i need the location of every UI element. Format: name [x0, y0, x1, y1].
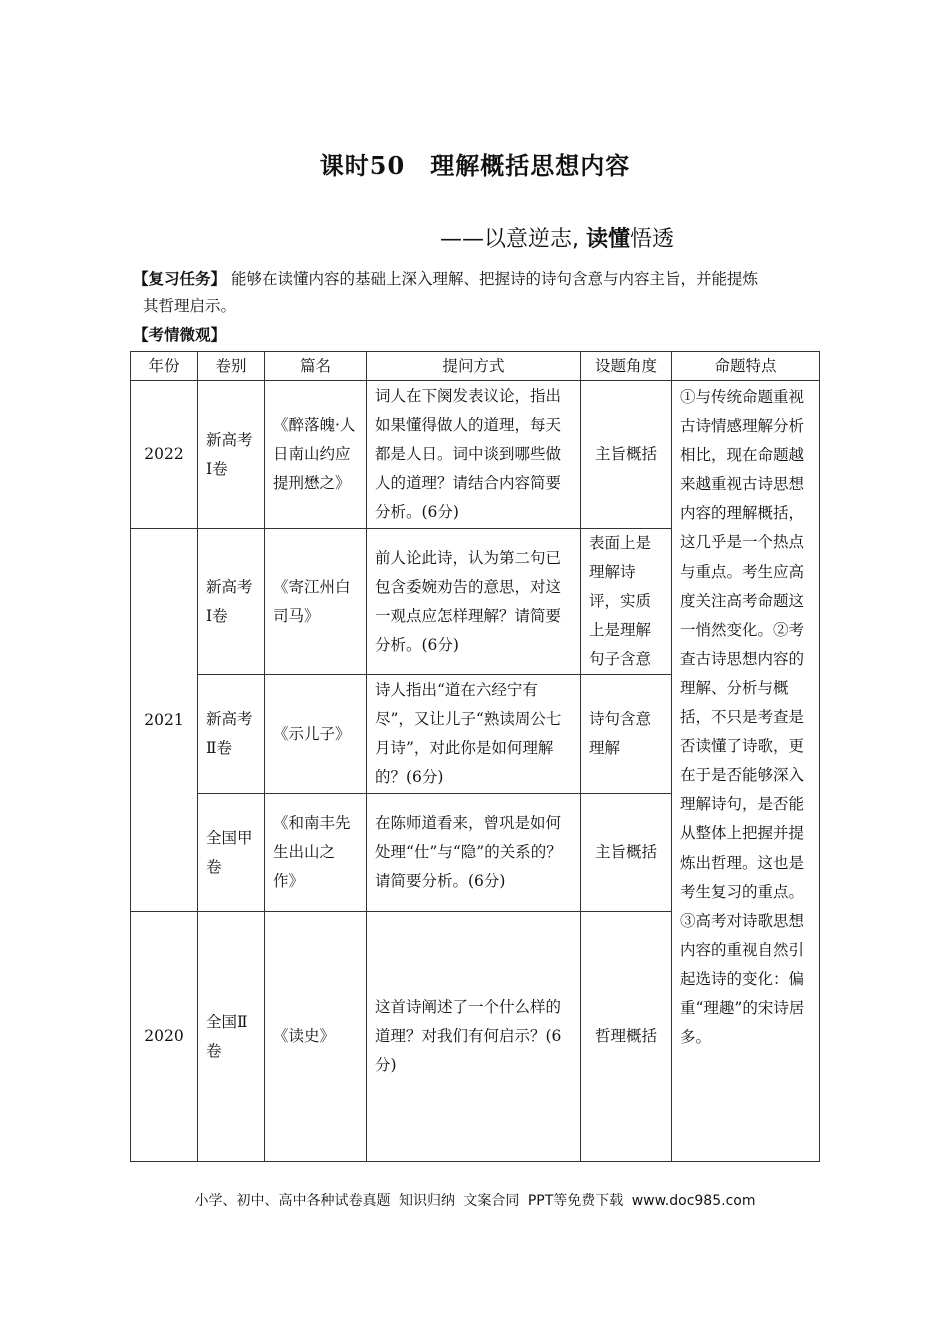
cell-work: 《读史》: [265, 912, 367, 1162]
cell-angle: 诗句含意理解: [581, 675, 672, 794]
cell-year: 2022: [131, 381, 198, 529]
review-task-label: 【复习任务】: [133, 269, 227, 288]
cell-paper: 新高考Ⅱ卷: [198, 675, 265, 794]
cell-question: 前人论此诗，认为第二句已包含委婉劝告的意思，对这一观点应怎样理解？请简要分析。(6分): [367, 529, 581, 675]
header-work: 篇名: [265, 352, 367, 381]
cell-question: 这首诗阐述了一个什么样的道理？对我们有何启示？(6分): [367, 912, 581, 1162]
cell-angle: 表面上是理解诗评，实质上是理解句子含意: [581, 529, 672, 675]
cell-angle: 主旨概括: [581, 381, 672, 529]
cell-work: 《和南丰先生出山之作》: [265, 794, 367, 912]
header-year: 年份: [131, 352, 198, 381]
cell-question: 在陈师道看来，曾巩是如何处理“仕”与“隐”的关系的？请简要分析。(6分): [367, 794, 581, 912]
header-angle: 设题角度: [581, 352, 672, 381]
header-features: 命题特点: [672, 352, 820, 381]
review-task: [133, 265, 823, 320]
cell-work: 《示儿子》: [265, 675, 367, 794]
cell-question: 诗人指出“道在六经宁有尽”，又让儿子“熟读周公七月诗”，对此你是如何理解的？(6分): [367, 675, 581, 794]
subtitle-bold-text: 读懂: [586, 227, 631, 252]
footer-text: 小学、初中、高中各种试卷真题 知识归纳 文案合同 PPT等免费下载 www.doc985.com: [194, 1193, 756, 1209]
cell-work: 《寄江州白司马》: [265, 529, 367, 675]
page-subtitle: [440, 222, 674, 253]
header-question: 提问方式: [367, 352, 581, 381]
cell-paper: 新高考Ⅰ卷: [198, 529, 265, 675]
section-label: 【考情微观】: [133, 325, 227, 344]
cell-features: ①与传统命题重视古诗情感理解分析相比，现在命题越来越重视古诗思想内容的理解概括，这几乎是一个热点与重点。考生应高度关注高考命题这一悄然变化。②考查古诗思想内容的理解、分析与概括，不只是考查是否读懂了诗歌，更在于是否能够深入理解诗句，是否能从整体上把握并提炼出哲理。这也是考生复习的重点。③高考对诗歌思想内容的重视自然引起选诗的变化：偏重“理趣”的宋诗居多。: [672, 381, 820, 1162]
header-paper: 卷别: [198, 352, 265, 381]
review-task-line1: 能够在读懂内容的基础上深入理解、把握诗的诗句含意与内容主旨，并能提炼: [230, 270, 758, 288]
cell-paper: 全国Ⅱ卷: [198, 912, 265, 1162]
cell-paper: 全国甲卷: [198, 794, 265, 912]
cell-year: 2021: [131, 529, 198, 912]
table-header-row: [131, 352, 820, 381]
cell-paper: 新高考Ⅰ卷: [198, 381, 265, 529]
subtitle-dash-text: ——以意逆志,: [440, 227, 579, 252]
table-row: [131, 381, 820, 529]
page-title: 课时50 理解概括思想内容: [319, 151, 631, 180]
cell-year: 2020: [131, 912, 198, 1162]
subtitle-tail-text: 悟透: [630, 227, 675, 252]
cell-work: 《醉落魄·人日南山约应提刑懋之》: [265, 381, 367, 529]
review-task-line2: 其哲理启示。: [143, 297, 237, 315]
cell-question: 词人在下阕发表议论，指出如果懂得做人的道理，每天都是人日。词中谈到哪些做人的道理？请结合内容简要分析。(6分): [367, 381, 581, 529]
cell-angle: 哲理概括: [581, 912, 672, 1162]
exam-table: [130, 351, 820, 1162]
cell-angle: 主旨概括: [581, 794, 672, 912]
